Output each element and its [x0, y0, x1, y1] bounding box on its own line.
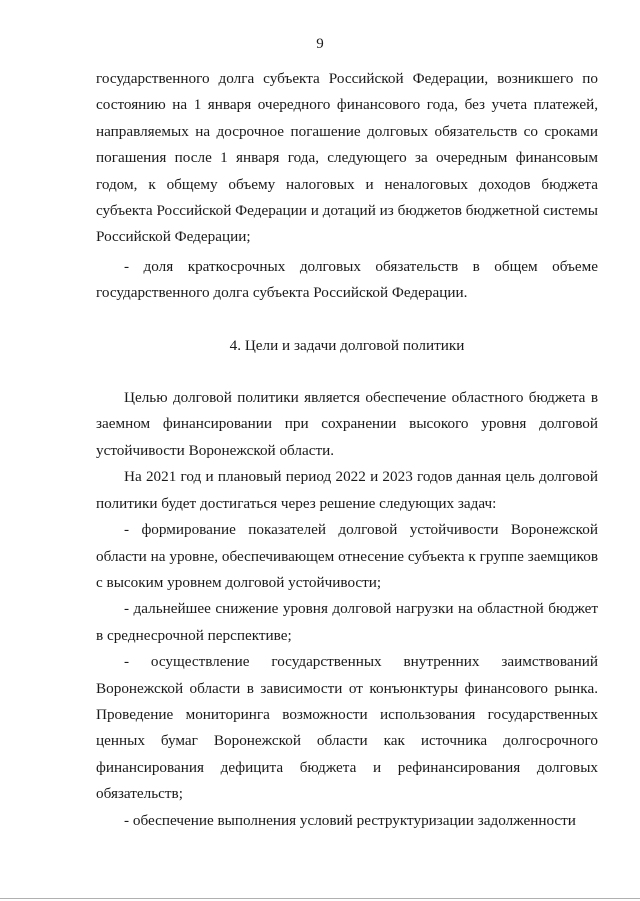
paragraph: Целью долговой политики является обеспечение областного бюджета в заемном финансировании при сохранении высокого уровня долговой устойчивости Воронежской области. — [96, 389, 598, 459]
list-item: - дальнейшее снижение уровня долговой нагрузки на областной бюджет в среднесрочной перспективе; — [96, 600, 598, 644]
page-number: 9 — [316, 36, 324, 52]
list-item: - обеспечение выполнения условий реструктуризации задолженности — [124, 811, 576, 829]
document-body — [96, 66, 598, 834]
page-bottom-rule — [0, 898, 640, 899]
section-heading: 4. Цели и задачи долговой политики — [229, 336, 465, 354]
list-item: - формирование показателей долговой устойчивости Воронежской области на уровне, обеспечивающем отнесение субъекта к группе заемщиков с высоким уровнем долговой устойчивости; — [96, 521, 598, 591]
paragraph: На 2021 год и плановый период 2022 и 2023 годов данная цель долговой политики будет достигаться через решение следующих задач: — [96, 468, 598, 512]
paragraph: - доля краткосрочных долговых обязательств в общем объеме государственного долга субъекта Российской Федерации. — [96, 257, 598, 302]
list-item: - осуществление государственных внутренних заимствований Воронежской области в зависимости от конъюнктуры финансового рынка. Проведение мониторинга возможности использования государственных ценных бумаг Воронежской области как источника долгосрочного финансирования дефицита бюджета и рефинансирования долговых обязательств; — [96, 653, 598, 803]
paragraph: государственного долга субъекта Российской Федерации, возникшего по состоянию на 1 января очередного финансового года, без учета платежей, направляемых на досрочное погашение долговых обязательств со сроками погашения после 1 января года, следующего за очередным финансовым годом, к общему объему налоговых и неналоговых доходов бюджета субъекта Российской Федерации и дотаций из бюджетов бюджетной системы Российской Федерации; — [96, 70, 598, 246]
